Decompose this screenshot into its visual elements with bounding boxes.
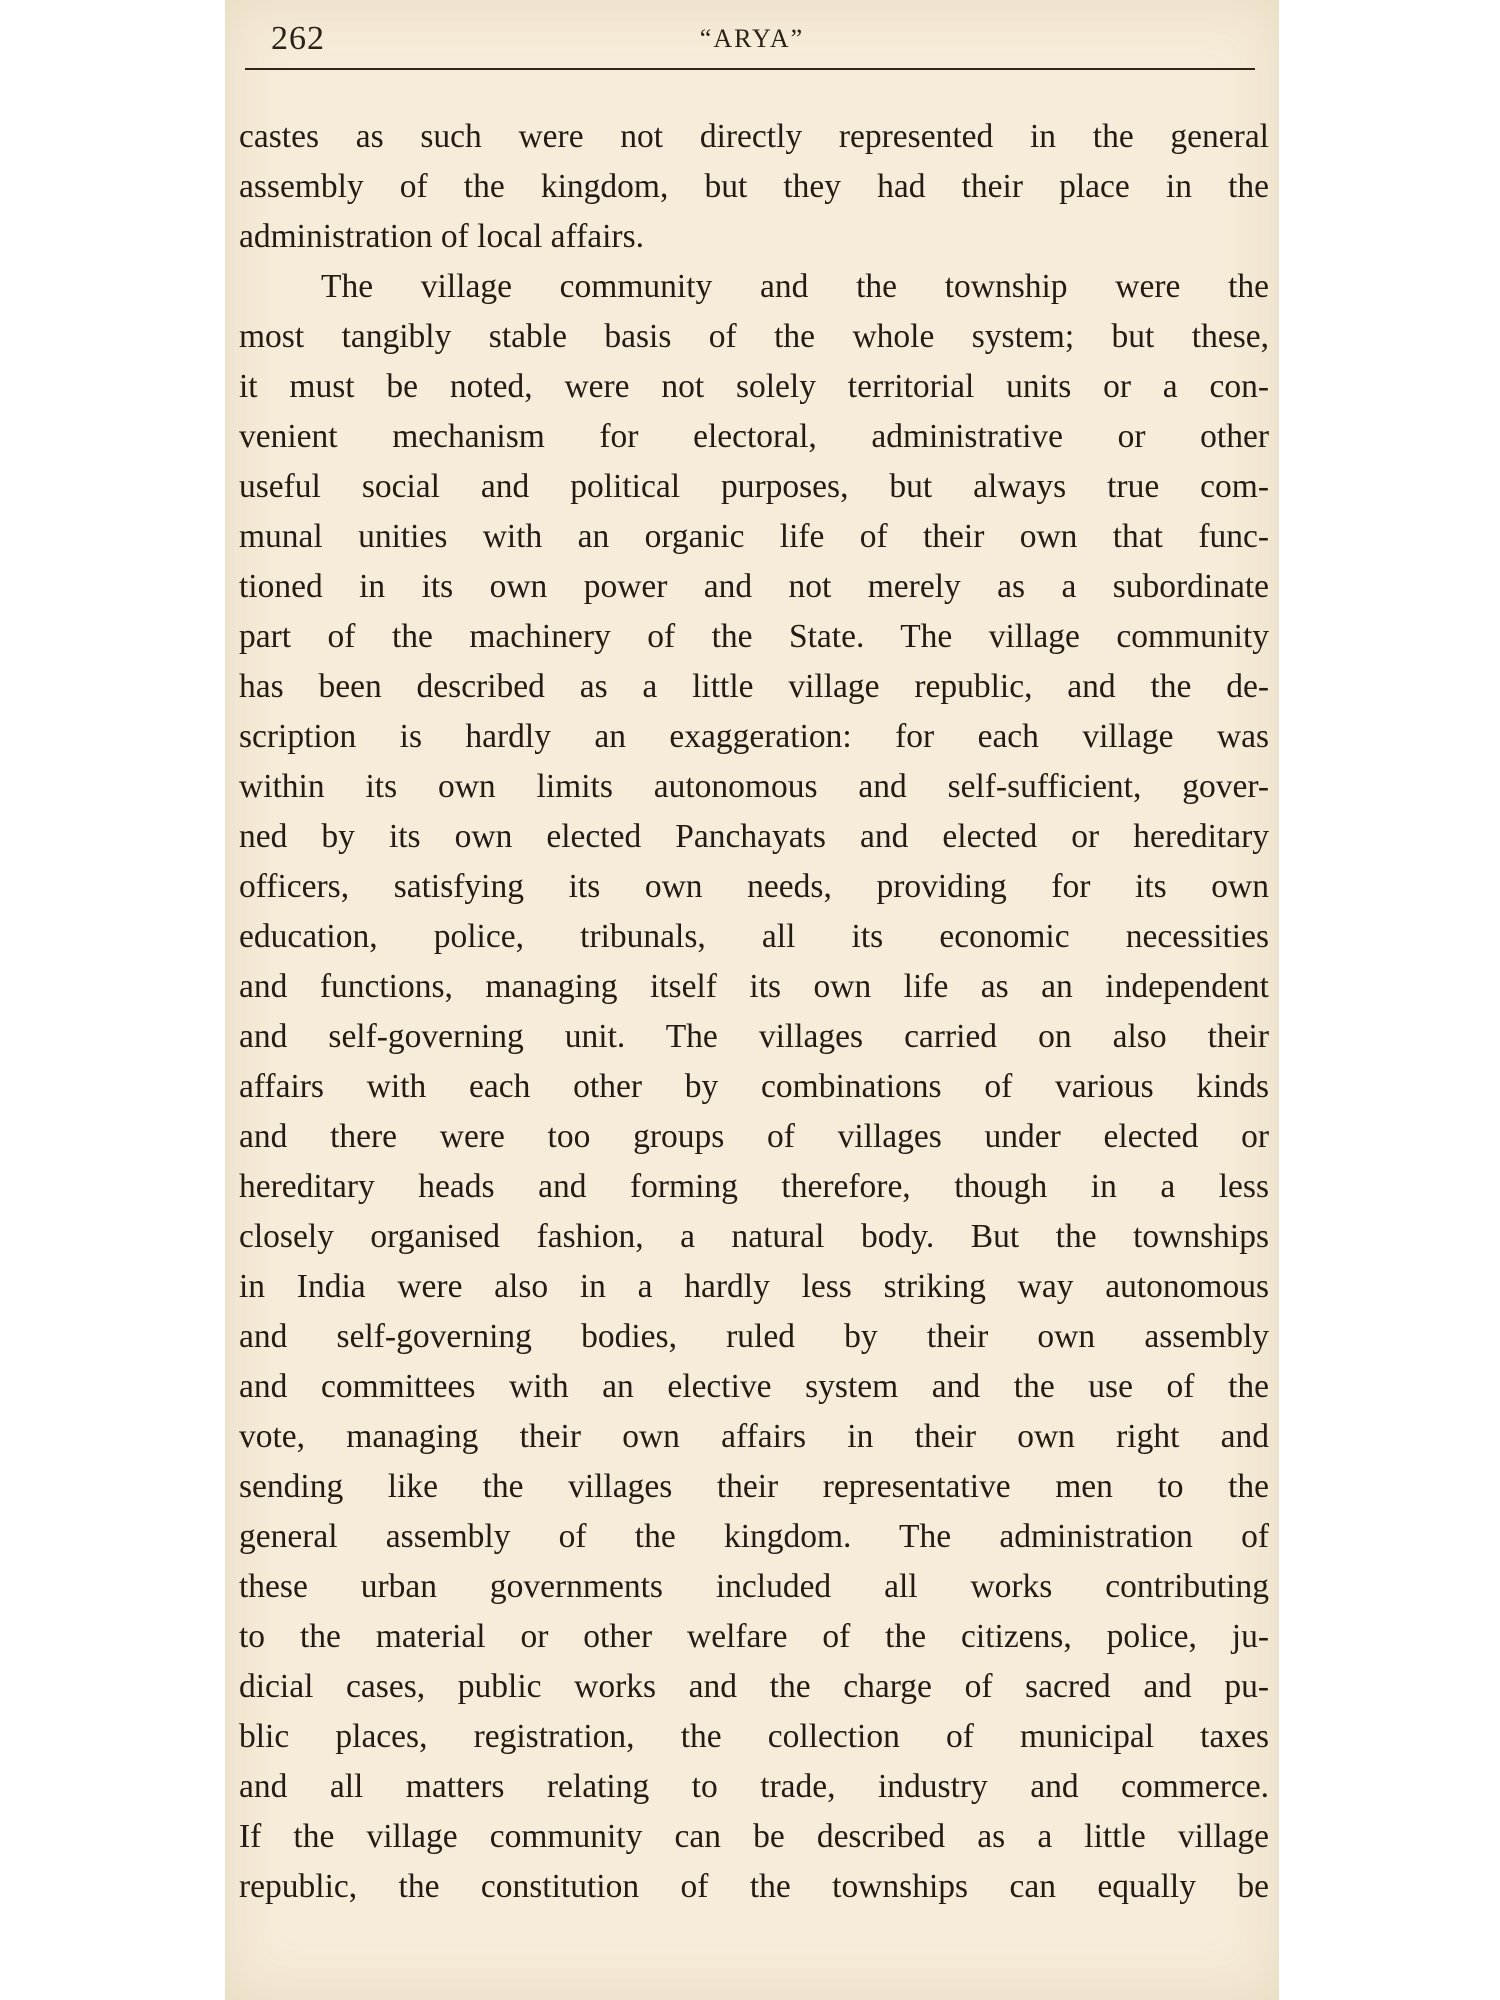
- text-line: most tangibly stable basis of the whole system; but these,: [239, 318, 1269, 355]
- text-line: assembly of the kingdom, but they had their place in the: [239, 168, 1269, 205]
- text-line: in India were also in a hardly less striking way autonomous: [239, 1268, 1269, 1305]
- text-line: these urban governments included all works contributing: [239, 1568, 1269, 1605]
- body-text: [239, 112, 1269, 1912]
- text-line: munal unities with an organic life of their own that func-: [239, 518, 1269, 555]
- text-line: affairs with each other by combinations of various kinds: [239, 1068, 1269, 1105]
- running-head: “ARYA”: [699, 24, 805, 53]
- text-line: scription is hardly an exaggeration: for each village was: [239, 718, 1269, 755]
- header-rule: [245, 68, 1255, 70]
- text-line: has been described as a little village republic, and the de-: [239, 668, 1269, 705]
- text-line: vote, managing their own affairs in their own right and: [239, 1418, 1269, 1455]
- text-line: administration of local affairs.: [239, 218, 644, 255]
- text-line: and all matters relating to trade, industry and commerce.: [239, 1768, 1269, 1805]
- text-line: hereditary heads and forming therefore, though in a less: [239, 1168, 1269, 1205]
- text-line: it must be noted, were not solely territorial units or a con-: [239, 368, 1269, 405]
- text-line: If the village community can be described as a little village: [239, 1818, 1269, 1855]
- text-line: and self-governing unit. The villages carried on also their: [239, 1018, 1269, 1055]
- text-line: general assembly of the kingdom. The administration of: [239, 1518, 1269, 1555]
- text-line: venient mechanism for electoral, administrative or other: [239, 418, 1269, 455]
- text-line: closely organised fashion, a natural body. But the townships: [239, 1218, 1269, 1255]
- text-line: sending like the villages their representative men to the: [239, 1468, 1269, 1505]
- page-header: [247, 18, 1257, 68]
- text-line: and functions, managing itself its own life as an independent: [239, 968, 1269, 1005]
- text-line: within its own limits autonomous and self-sufficient, gover-: [239, 768, 1269, 805]
- text-line: and committees with an elective system and the use of the: [239, 1368, 1269, 1405]
- book-page: [225, 0, 1279, 2000]
- text-line: part of the machinery of the State. The village community: [239, 618, 1269, 655]
- text-line: castes as such were not directly represented in the general: [239, 118, 1269, 155]
- text-line: ned by its own elected Panchayats and elected or hereditary: [239, 818, 1269, 855]
- text-line: useful social and political purposes, but always true com-: [239, 468, 1269, 505]
- text-line: dicial cases, public works and the charge of sacred and pu-: [239, 1668, 1269, 1705]
- text-line: The village community and the township were the: [321, 268, 1269, 305]
- text-line: and there were too groups of villages under elected or: [239, 1118, 1269, 1155]
- text-line: officers, satisfying its own needs, providing for its own: [239, 868, 1269, 905]
- text-line: education, police, tribunals, all its economic necessities: [239, 918, 1269, 955]
- page-number: 262: [271, 20, 325, 57]
- text-line: blic places, registration, the collection of municipal taxes: [239, 1718, 1269, 1755]
- text-line: republic, the constitution of the townships can equally be: [239, 1868, 1269, 1905]
- text-line: to the material or other welfare of the citizens, police, ju-: [239, 1618, 1269, 1655]
- text-line: and self-governing bodies, ruled by their own assembly: [239, 1318, 1269, 1355]
- text-line: tioned in its own power and not merely as a subordinate: [239, 568, 1269, 605]
